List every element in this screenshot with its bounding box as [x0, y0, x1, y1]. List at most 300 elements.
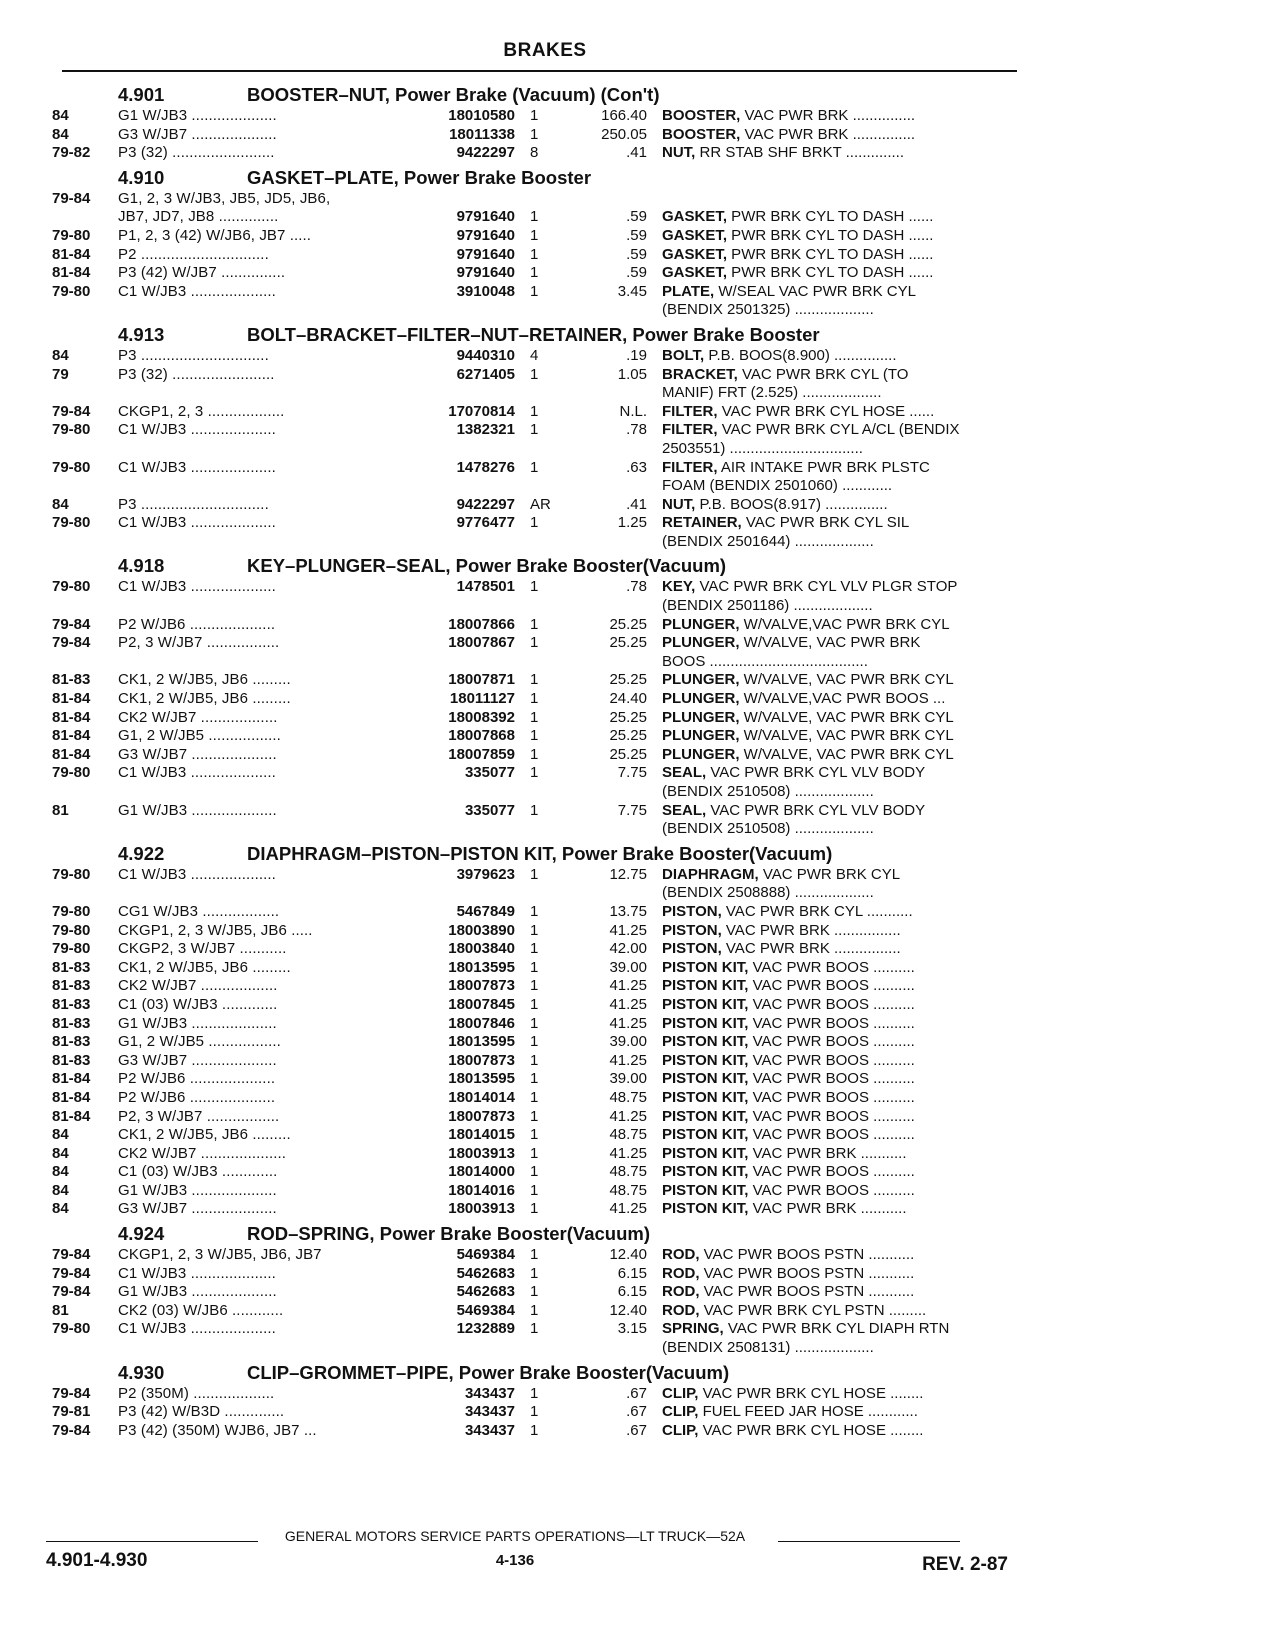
part-name: PISTON KIT,: [662, 1200, 749, 1218]
description: [662, 459, 1010, 477]
model-years: 79-84: [52, 1283, 91, 1301]
part-number: 18011338: [449, 125, 515, 143]
part-name: PLUNGER,: [662, 727, 740, 745]
part-number: 1382321: [456, 421, 515, 439]
description-text: VAC PWR BOOS ..........: [748, 1033, 915, 1051]
quantity: 1: [530, 402, 539, 420]
description-text: VAC PWR BRK ...........: [748, 1200, 907, 1218]
quantity: 1: [530, 1088, 539, 1106]
part-name: FILTER,: [662, 402, 718, 420]
description: [662, 634, 1010, 652]
price: .19: [626, 346, 647, 364]
description-text: (BENDIX 2508131) ...................: [662, 1339, 874, 1357]
description-text: VAC PWR BRK ...............: [740, 125, 916, 143]
section-number: 4.922: [118, 842, 165, 864]
price: 25.25: [609, 671, 647, 689]
part-number: 18007845: [448, 995, 515, 1013]
application: CKGP2, 3 W/JB7 ...........: [118, 940, 287, 958]
application: G1, 2 W/JB5 .................: [118, 1033, 281, 1051]
description: [662, 1033, 1010, 1051]
model-years: 79-84: [52, 1384, 91, 1402]
description: [662, 366, 1010, 384]
description: [662, 421, 1010, 439]
description: [662, 597, 1010, 615]
model-years: 81-84: [52, 690, 91, 708]
description-text: 2503551) ................................: [662, 439, 863, 457]
part-number: 18007859: [448, 745, 515, 763]
quantity: 1: [530, 865, 539, 883]
footer-section-range: 4.901-4.930: [46, 1550, 148, 1571]
table-row: [52, 671, 1017, 690]
part-number: 5467849: [456, 902, 515, 920]
part-number: 9776477: [456, 514, 515, 532]
description: [662, 144, 1010, 162]
description: [662, 1265, 1010, 1283]
part-number: 343437: [464, 1384, 515, 1402]
application: G1 W/JB3 ....................: [118, 1283, 277, 1301]
footer-revision: REV. 2-87: [922, 1554, 1008, 1575]
table-row: [52, 884, 1017, 903]
description: [662, 996, 1010, 1014]
footer-rule-left: [46, 1541, 258, 1542]
model-years: 79-80: [52, 514, 91, 532]
part-name: ROD,: [662, 1246, 700, 1264]
description-text: VAC PWR BRK CYL ...........: [721, 902, 913, 920]
price: 6.15: [617, 1264, 647, 1282]
quantity: 1: [530, 1384, 539, 1402]
section-heading: [52, 839, 1017, 866]
part-number: 335077: [464, 764, 515, 782]
description-text: PWR BRK CYL TO DASH ......: [727, 264, 934, 282]
table-row: [52, 107, 1017, 126]
table-row: [52, 746, 1017, 765]
price: .67: [626, 1384, 647, 1402]
description: [662, 1385, 1010, 1403]
price: .63: [626, 458, 647, 476]
model-years: 84: [52, 125, 69, 143]
table-row: [52, 459, 1017, 478]
application: CK2 W/JB7 ....................: [118, 1144, 287, 1162]
table-row: [52, 1320, 1017, 1339]
section-title: CLIP–GROMMET–PIPE, Power Brake Booster(Vacuum): [247, 1361, 730, 1383]
part-number: 18007846: [448, 1014, 515, 1032]
application: C1 (03) W/JB3 .............: [118, 1163, 278, 1181]
description: [662, 403, 1010, 421]
part-number: 343437: [464, 1421, 515, 1439]
part-name: BRACKET,: [662, 365, 738, 383]
price: 1.05: [617, 365, 647, 383]
model-years: 79-84: [52, 189, 91, 207]
description: [662, 727, 1010, 745]
part-name: ROD,: [662, 1301, 700, 1319]
description: [662, 1283, 1010, 1301]
description: [662, 301, 1010, 319]
description: [662, 514, 1010, 532]
quantity: 1: [530, 1421, 539, 1439]
part-name: BOOSTER,: [662, 107, 741, 124]
quantity: 1: [530, 1320, 539, 1338]
description-text: W/VALVE,VAC PWR BRK CYL: [739, 615, 950, 633]
part-number: 9422297: [456, 144, 515, 162]
description-text: VAC PWR BOOS ..........: [748, 1051, 915, 1069]
model-years: 84: [52, 346, 69, 364]
part-name: SEAL,: [662, 764, 707, 782]
description-text: (BENDIX 2501325) ...................: [662, 301, 874, 319]
part-name: PLUNGER,: [662, 671, 740, 689]
model-years: 79-84: [52, 402, 91, 420]
price: 7.75: [617, 764, 647, 782]
table-row: [52, 227, 1017, 246]
price: 41.25: [609, 1144, 647, 1162]
description-text: (BENDIX 2508888) ...................: [662, 884, 874, 902]
price: 166.40: [601, 107, 647, 124]
model-years: 84: [52, 1200, 69, 1218]
description-text: W/VALVE, VAC PWR BRK CYL: [739, 708, 954, 726]
part-name: PLUNGER,: [662, 634, 740, 652]
table-row: [52, 1265, 1017, 1284]
table-row: [52, 578, 1017, 597]
part-number: 1232889: [456, 1320, 515, 1338]
model-years: 81-83: [52, 958, 91, 976]
part-name: PISTON KIT,: [662, 1033, 749, 1051]
description: [662, 820, 1010, 838]
description: [662, 496, 1010, 514]
table-row: [52, 144, 1017, 163]
application: C1 W/JB3 ....................: [118, 764, 276, 782]
model-years: 81-84: [52, 727, 91, 745]
price: 25.25: [609, 708, 647, 726]
part-number: 9791640: [456, 226, 515, 244]
description: [662, 1052, 1010, 1070]
description-text: (BENDIX 2501644) ...................: [662, 532, 874, 550]
table-row: [52, 820, 1017, 839]
table-row: [52, 727, 1017, 746]
application: JB7, JD7, JB8 ..............: [118, 208, 279, 226]
section-title: BOLT–BRACKET–FILTER–NUT–RETAINER, Power Brake Booster: [247, 323, 820, 345]
part-name: FILTER,: [662, 458, 718, 476]
description: [662, 1320, 1010, 1338]
application: CK1, 2 W/JB5, JB6 .........: [118, 958, 291, 976]
section-number: 4.924: [118, 1223, 165, 1245]
description-text: PWR BRK CYL TO DASH ......: [727, 245, 934, 263]
description: [662, 1108, 1010, 1126]
description-text: VAC PWR BOOS ..........: [748, 1088, 915, 1106]
application: C1 W/JB3 ....................: [118, 282, 276, 300]
parts-section: [52, 163, 1017, 320]
model-years: 81-83: [52, 671, 91, 689]
part-name: DIAPHRAGM,: [662, 865, 759, 883]
model-years: 84: [52, 1181, 69, 1199]
part-name: PLUNGER,: [662, 615, 740, 633]
price: 25.25: [609, 727, 647, 745]
application: CK2 (03) W/JB6 ............: [118, 1301, 284, 1319]
quantity: 1: [530, 1283, 539, 1301]
quantity: 1: [530, 615, 539, 633]
price: .59: [626, 208, 647, 226]
table-row: [52, 1145, 1017, 1164]
application: C1 W/JB3 ....................: [118, 578, 276, 596]
model-years: 81-84: [52, 264, 91, 282]
part-name: PLUNGER,: [662, 745, 740, 763]
table-row: [52, 208, 1017, 227]
description: [662, 1422, 1010, 1440]
model-years: 81-84: [52, 745, 91, 763]
part-name: PISTON KIT,: [662, 1107, 749, 1125]
application: P3 (42) (350M) WJB6, JB7 ...: [118, 1421, 317, 1439]
quantity: 1: [530, 634, 539, 652]
application: P3 (42) W/JB7 ...............: [118, 264, 286, 282]
model-years: 79-80: [52, 902, 91, 920]
description-text: VAC PWR BRK CYL A/CL (BENDIX: [717, 421, 960, 439]
part-name: PISTON KIT,: [662, 1144, 749, 1162]
part-number: 335077: [464, 801, 515, 819]
description-text: W/VALVE, VAC PWR BRK CYL: [739, 671, 954, 689]
description-text: (BENDIX 2510508) ...................: [662, 783, 874, 800]
table-row: [52, 264, 1017, 283]
part-number: 9791640: [456, 264, 515, 282]
quantity: 1: [530, 745, 539, 763]
quantity: 1: [530, 902, 539, 920]
part-name: GASKET,: [662, 226, 728, 244]
application: G3 W/JB7 ....................: [118, 1200, 277, 1218]
part-number: 1478501: [456, 578, 515, 596]
part-name: PISTON KIT,: [662, 1014, 749, 1032]
application: G1 W/JB3 ....................: [118, 107, 277, 124]
application: P3 (32) ........................: [118, 144, 275, 162]
part-number: 18007873: [448, 1107, 515, 1125]
section-number: 4.918: [118, 555, 165, 577]
parts-section: [52, 1358, 1017, 1441]
price: 12.40: [609, 1301, 647, 1319]
description: [662, 384, 1010, 402]
price: .67: [626, 1421, 647, 1439]
table-row: [52, 996, 1017, 1015]
application: G1 W/JB3 ....................: [118, 1181, 277, 1199]
description-text: FUEL FEED JAR HOSE ............: [698, 1403, 918, 1421]
description-text: VAC PWR BOOS ..........: [748, 995, 915, 1013]
price: 1.25: [617, 514, 647, 532]
price: 39.00: [609, 958, 647, 976]
table-row: [52, 1108, 1017, 1127]
model-years: 79-84: [52, 615, 91, 633]
price: 41.25: [609, 995, 647, 1013]
description: [662, 578, 1010, 596]
model-years: 81-83: [52, 977, 91, 995]
price: 48.75: [609, 1126, 647, 1144]
description-text: VAC PWR BOOS ..........: [748, 1181, 915, 1199]
price: .78: [626, 421, 647, 439]
description: [662, 709, 1010, 727]
description-text: VAC PWR BOOS ..........: [748, 1163, 915, 1181]
application: G1, 2 W/JB5 .................: [118, 727, 281, 745]
part-number: 18014014: [448, 1088, 515, 1106]
quantity: 1: [530, 1107, 539, 1125]
application: CG1 W/JB3 ..................: [118, 902, 280, 920]
table-row: [52, 977, 1017, 996]
quantity: 1: [530, 1163, 539, 1181]
quantity: 1: [530, 1051, 539, 1069]
model-years: 79-80: [52, 458, 91, 476]
description-text: VAC PWR BRK CYL DIAPH RTN: [723, 1320, 950, 1338]
application: CK1, 2 W/JB5, JB6 .........: [118, 690, 291, 708]
part-number: 5462683: [456, 1264, 515, 1282]
description-text: AIR INTAKE PWR BRK PLSTC: [717, 458, 930, 476]
description: [662, 227, 1010, 245]
quantity: 1: [530, 671, 539, 689]
price: .67: [626, 1403, 647, 1421]
application: CK1, 2 W/JB5, JB6 .........: [118, 1126, 291, 1144]
model-years: 81-83: [52, 995, 91, 1013]
description-text: VAC PWR BRK CYL (TO: [737, 365, 909, 383]
section-heading: [52, 1358, 1017, 1385]
description-text: VAC PWR BOOS PSTN ...........: [699, 1246, 915, 1264]
table-row: [52, 440, 1017, 459]
price: 41.25: [609, 1107, 647, 1125]
price: 41.25: [609, 1200, 647, 1218]
quantity: 1: [530, 995, 539, 1013]
part-name: SPRING,: [662, 1320, 724, 1338]
price: 48.75: [609, 1163, 647, 1181]
part-number: 18007867: [448, 634, 515, 652]
description-text: P.B. BOOS(8.917) ...............: [695, 495, 888, 513]
table-row: [52, 866, 1017, 885]
table-row: [52, 301, 1017, 320]
table-row: [52, 1302, 1017, 1321]
part-number: 3979623: [456, 865, 515, 883]
part-name: NUT,: [662, 144, 696, 162]
part-name: PISTON KIT,: [662, 995, 749, 1013]
description: [662, 107, 1010, 125]
model-years: 79-80: [52, 578, 91, 596]
price: 25.25: [609, 634, 647, 652]
description-text: VAC PWR BRK CYL PSTN .........: [699, 1301, 927, 1319]
description: [662, 903, 1010, 921]
model-years: 79-80: [52, 421, 91, 439]
description-text: (BENDIX 2510508) ...................: [662, 820, 874, 838]
price: 25.25: [609, 745, 647, 763]
description-text: VAC PWR BRK CYL SIL: [741, 514, 910, 532]
price: .41: [626, 144, 647, 162]
application: G3 W/JB7 ....................: [118, 1051, 277, 1069]
price: 6.15: [617, 1283, 647, 1301]
part-name: GASKET,: [662, 208, 728, 226]
description: [662, 616, 1010, 634]
description-text: VAC PWR BOOS PSTN ...........: [699, 1264, 915, 1282]
part-number: 18007873: [448, 977, 515, 995]
model-years: 84: [52, 1144, 69, 1162]
table-row: [52, 496, 1017, 515]
parts-section: [52, 80, 1017, 163]
table-row: [52, 802, 1017, 821]
description: [662, 653, 1010, 671]
quantity: 1: [530, 1126, 539, 1144]
table-row: [52, 940, 1017, 959]
part-number: 9791640: [456, 208, 515, 226]
part-number: 1478276: [456, 458, 515, 476]
description-text: VAC PWR BRK CYL VLV BODY: [706, 764, 926, 782]
part-number: 17070814: [448, 402, 515, 420]
section-title: DIAPHRAGM–PISTON–PISTON KIT, Power Brake Booster(Vacuum): [247, 842, 833, 864]
description: [662, 440, 1010, 458]
part-number: 18007873: [448, 1051, 515, 1069]
table-row: [52, 1089, 1017, 1108]
application: P2 ..............................: [118, 245, 269, 263]
description-text: VAC PWR BRK ...............: [740, 107, 916, 124]
description: [662, 126, 1010, 144]
model-years: 79-80: [52, 921, 91, 939]
price: 39.00: [609, 1070, 647, 1088]
part-number: 9791640: [456, 245, 515, 263]
quantity: 4: [530, 346, 539, 364]
description-text: RR STAB SHF BRKT ..............: [695, 144, 904, 162]
table-row: [52, 347, 1017, 366]
description-text: VAC PWR BRK ................: [721, 940, 901, 958]
model-years: 84: [52, 1126, 69, 1144]
model-years: 79-80: [52, 226, 91, 244]
description: [662, 1145, 1010, 1163]
model-years: 79: [52, 365, 69, 383]
part-name: PISTON KIT,: [662, 1051, 749, 1069]
description-text: W/SEAL VAC PWR BRK CYL: [714, 282, 916, 300]
table-row: [52, 634, 1017, 653]
description: [662, 1126, 1010, 1144]
section-heading: [52, 320, 1017, 347]
application: P1, 2, 3 (42) W/JB6, JB7 .....: [118, 226, 312, 244]
table-row: [52, 283, 1017, 302]
quantity: 1: [530, 1014, 539, 1032]
table-row: [52, 1015, 1017, 1034]
description-text: W/VALVE, VAC PWR BRK: [739, 634, 921, 652]
application: G1 W/JB3 ....................: [118, 801, 277, 819]
model-years: 79-80: [52, 865, 91, 883]
description: [662, 1246, 1010, 1264]
part-name: ROD,: [662, 1264, 700, 1282]
table-row: [52, 384, 1017, 403]
table-row: [52, 1422, 1017, 1441]
description: [662, 884, 1010, 902]
description: [662, 1339, 1010, 1357]
model-years: 79-84: [52, 634, 91, 652]
part-name: PISTON KIT,: [662, 1163, 749, 1181]
part-number: 18003913: [448, 1144, 515, 1162]
quantity: 1: [530, 458, 539, 476]
quantity: 1: [530, 1144, 539, 1162]
model-years: 84: [52, 495, 69, 513]
part-name: PISTON KIT,: [662, 1126, 749, 1144]
application: P2 W/JB6 ....................: [118, 615, 276, 633]
application: CK1, 2 W/JB5, JB6 .........: [118, 671, 291, 689]
part-number: 18011127: [449, 690, 515, 708]
model-years: 79-80: [52, 282, 91, 300]
quantity: 1: [530, 958, 539, 976]
description: [662, 1089, 1010, 1107]
description: [662, 1163, 1010, 1181]
application: C1 W/JB3 ....................: [118, 458, 276, 476]
quantity: 1: [530, 1033, 539, 1051]
section-number: 4.913: [118, 323, 165, 345]
table-row: [52, 597, 1017, 616]
section-title: BOOSTER–NUT, Power Brake (Vacuum) (Con't): [247, 84, 660, 105]
part-name: NUT,: [662, 495, 696, 513]
description-text: VAC PWR BRK CYL HOSE ........: [698, 1421, 924, 1439]
table-row: [52, 1246, 1017, 1265]
description-text: (BENDIX 2501186) ...................: [662, 597, 873, 615]
part-name: BOLT,: [662, 346, 705, 364]
description-text: VAC PWR BRK CYL HOSE ......: [717, 402, 935, 420]
part-name: PISTON KIT,: [662, 958, 749, 976]
page-title: BRAKES: [503, 40, 587, 61]
price: 41.25: [609, 977, 647, 995]
